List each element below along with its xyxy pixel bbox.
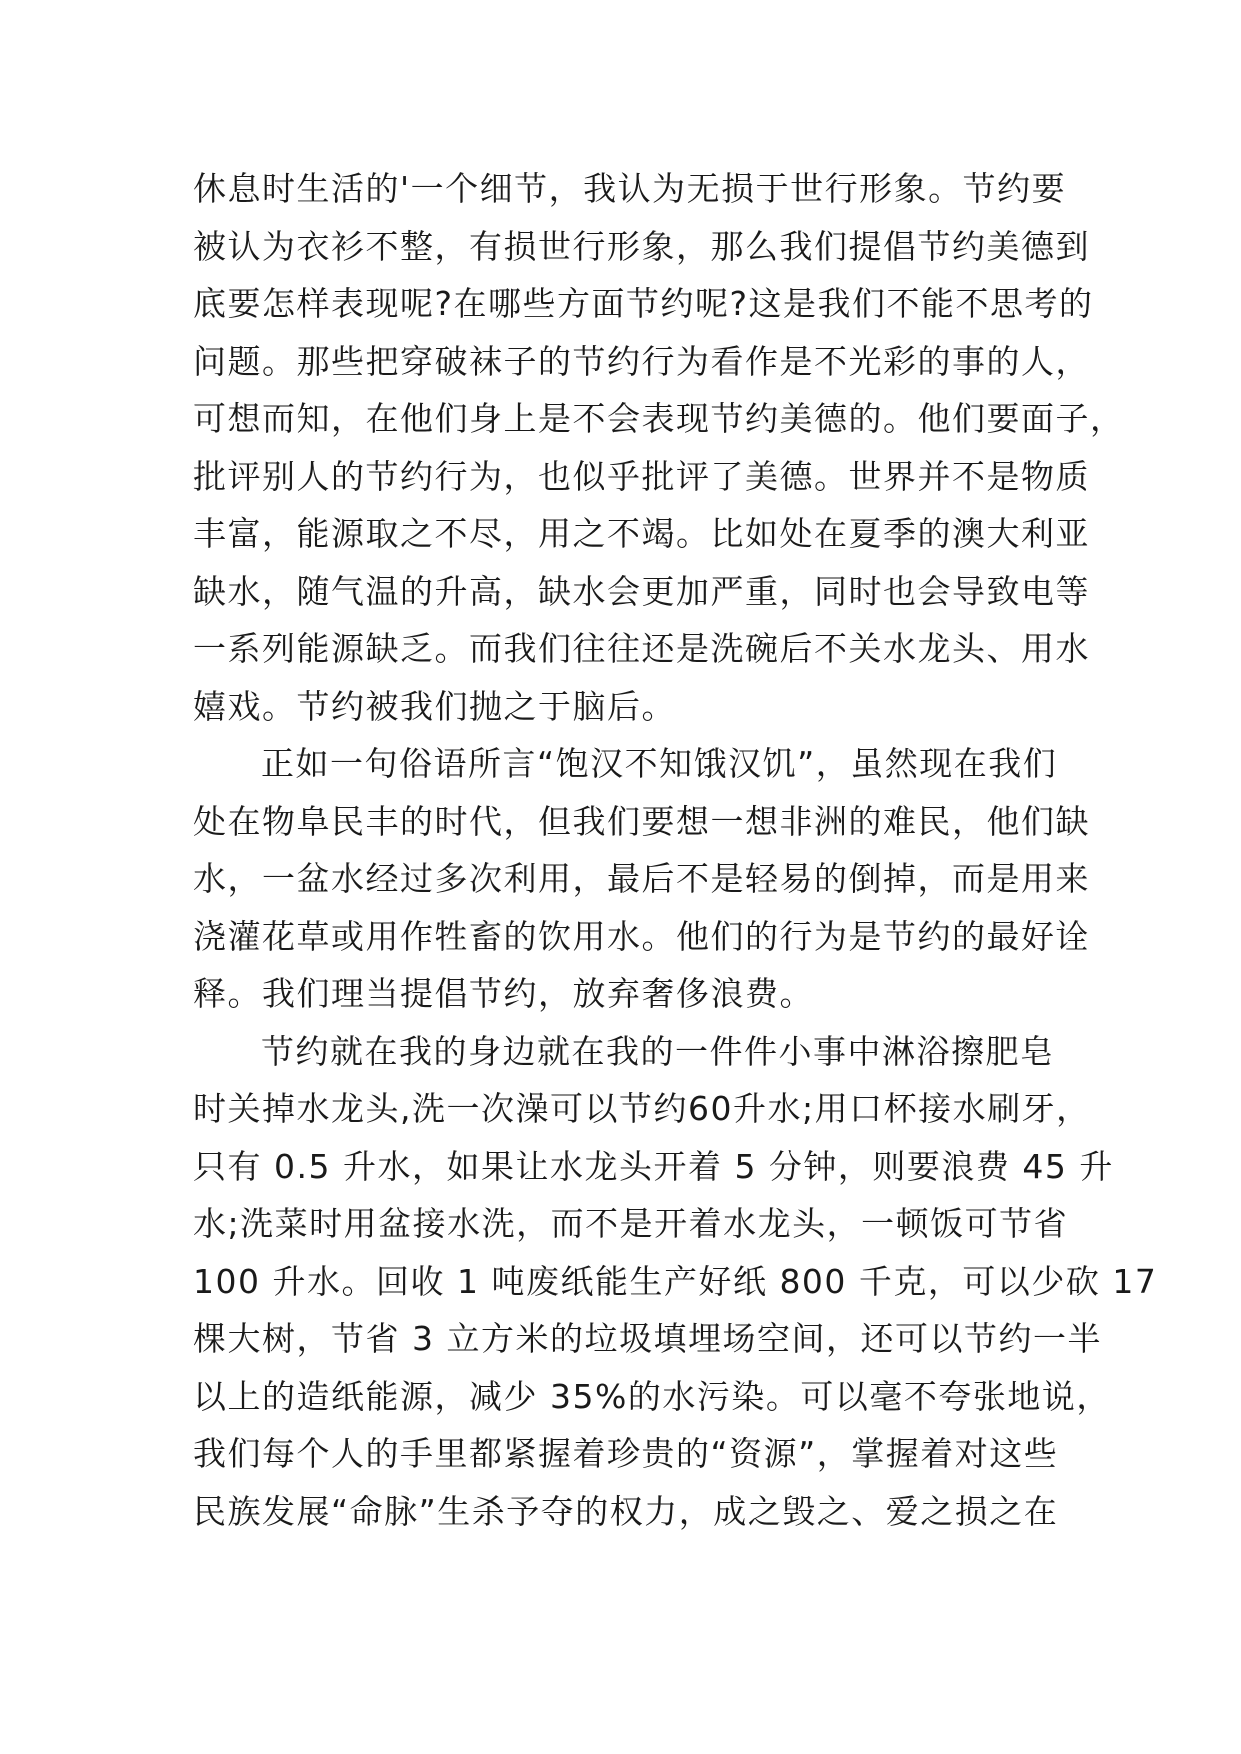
text-line: 释。我们理当提倡节约，放弃奢侈浪费。 — [193, 974, 814, 1013]
essay-body — [193, 160, 1158, 1540]
text-line: 以上的造纸能源，减少 35%的水污染。可以毫不夸张地说， — [193, 1376, 1111, 1416]
text-line: 节约就在我的身边就在我的一件件小事中淋浴擦肥皂 — [261, 1031, 1055, 1071]
text-line: 一系列能源缺乏。而我们往往还是洗碗后不关水龙头、用水 — [193, 629, 1090, 668]
text-line: 时关掉水龙头,洗一次澡可以节约60升水;用口杯接水刷牙， — [193, 1089, 1091, 1128]
text-line: 缺水，随气温的升高，缺水会更加严重，同时也会导致电等 — [193, 571, 1090, 611]
text-line: 100 升水。回收 1 吨废纸能生产好纸 800 千克，可以少砍 17 — [193, 1261, 1158, 1301]
text-line: 底要怎样表现呢?在哪些方面节约呢?这是我们不能不思考的 — [193, 284, 1094, 323]
text-line: 嬉戏。节约被我们抛之于脑后。 — [193, 686, 676, 726]
text-line: 正如一句俗语所言“饱汉不知饿汉饥”，虽然现在我们 — [261, 744, 1058, 783]
text-line: 批评别人的节约行为，也似乎批评了美德。世界并不是物质 — [193, 456, 1090, 496]
text-line: 休息时生活的'一个细节，我认为无损于世行形象。节约要 — [193, 169, 1067, 208]
text-line: 棵大树，节省 3 立方米的垃圾填埋场空间，还可以节约一半 — [193, 1319, 1102, 1358]
text-line: 只有 0.5 升水，如果让水龙头开着 5 分钟，则要浪费 45 升 — [193, 1146, 1114, 1186]
text-line: 问题。那些把穿破袜子的节约行为看作是不光彩的事的人， — [193, 341, 1090, 381]
text-line: 水，一盆水经过多次利用，最后不是轻易的倒掉，而是用来 — [193, 859, 1090, 898]
text-line: 浇灌花草或用作牲畜的饮用水。他们的行为是节约的最好诠 — [193, 916, 1090, 956]
text-line: 处在物阜民丰的时代，但我们要想一想非洲的难民，他们缺 — [193, 801, 1090, 841]
text-line: 被认为衣衫不整，有损世行形象，那么我们提倡节约美德到 — [193, 226, 1090, 266]
text-line: 我们每个人的手里都紧握着珍贵的“资源”，掌握着对这些 — [193, 1434, 1059, 1473]
text-line: 丰富，能源取之不尽，用之不竭。比如处在夏季的澳大利亚 — [193, 514, 1090, 553]
text-line: 可想而知，在他们身上是不会表现节约美德的。他们要面子， — [193, 399, 1125, 438]
text-line: 水;洗菜时用盆接水洗，而不是开着水龙头，一顿饭可节省 — [193, 1204, 1069, 1243]
text-line: 民族发展“命脉”生杀予夺的权力，成之毁之、爱之损之在 — [193, 1491, 1059, 1531]
